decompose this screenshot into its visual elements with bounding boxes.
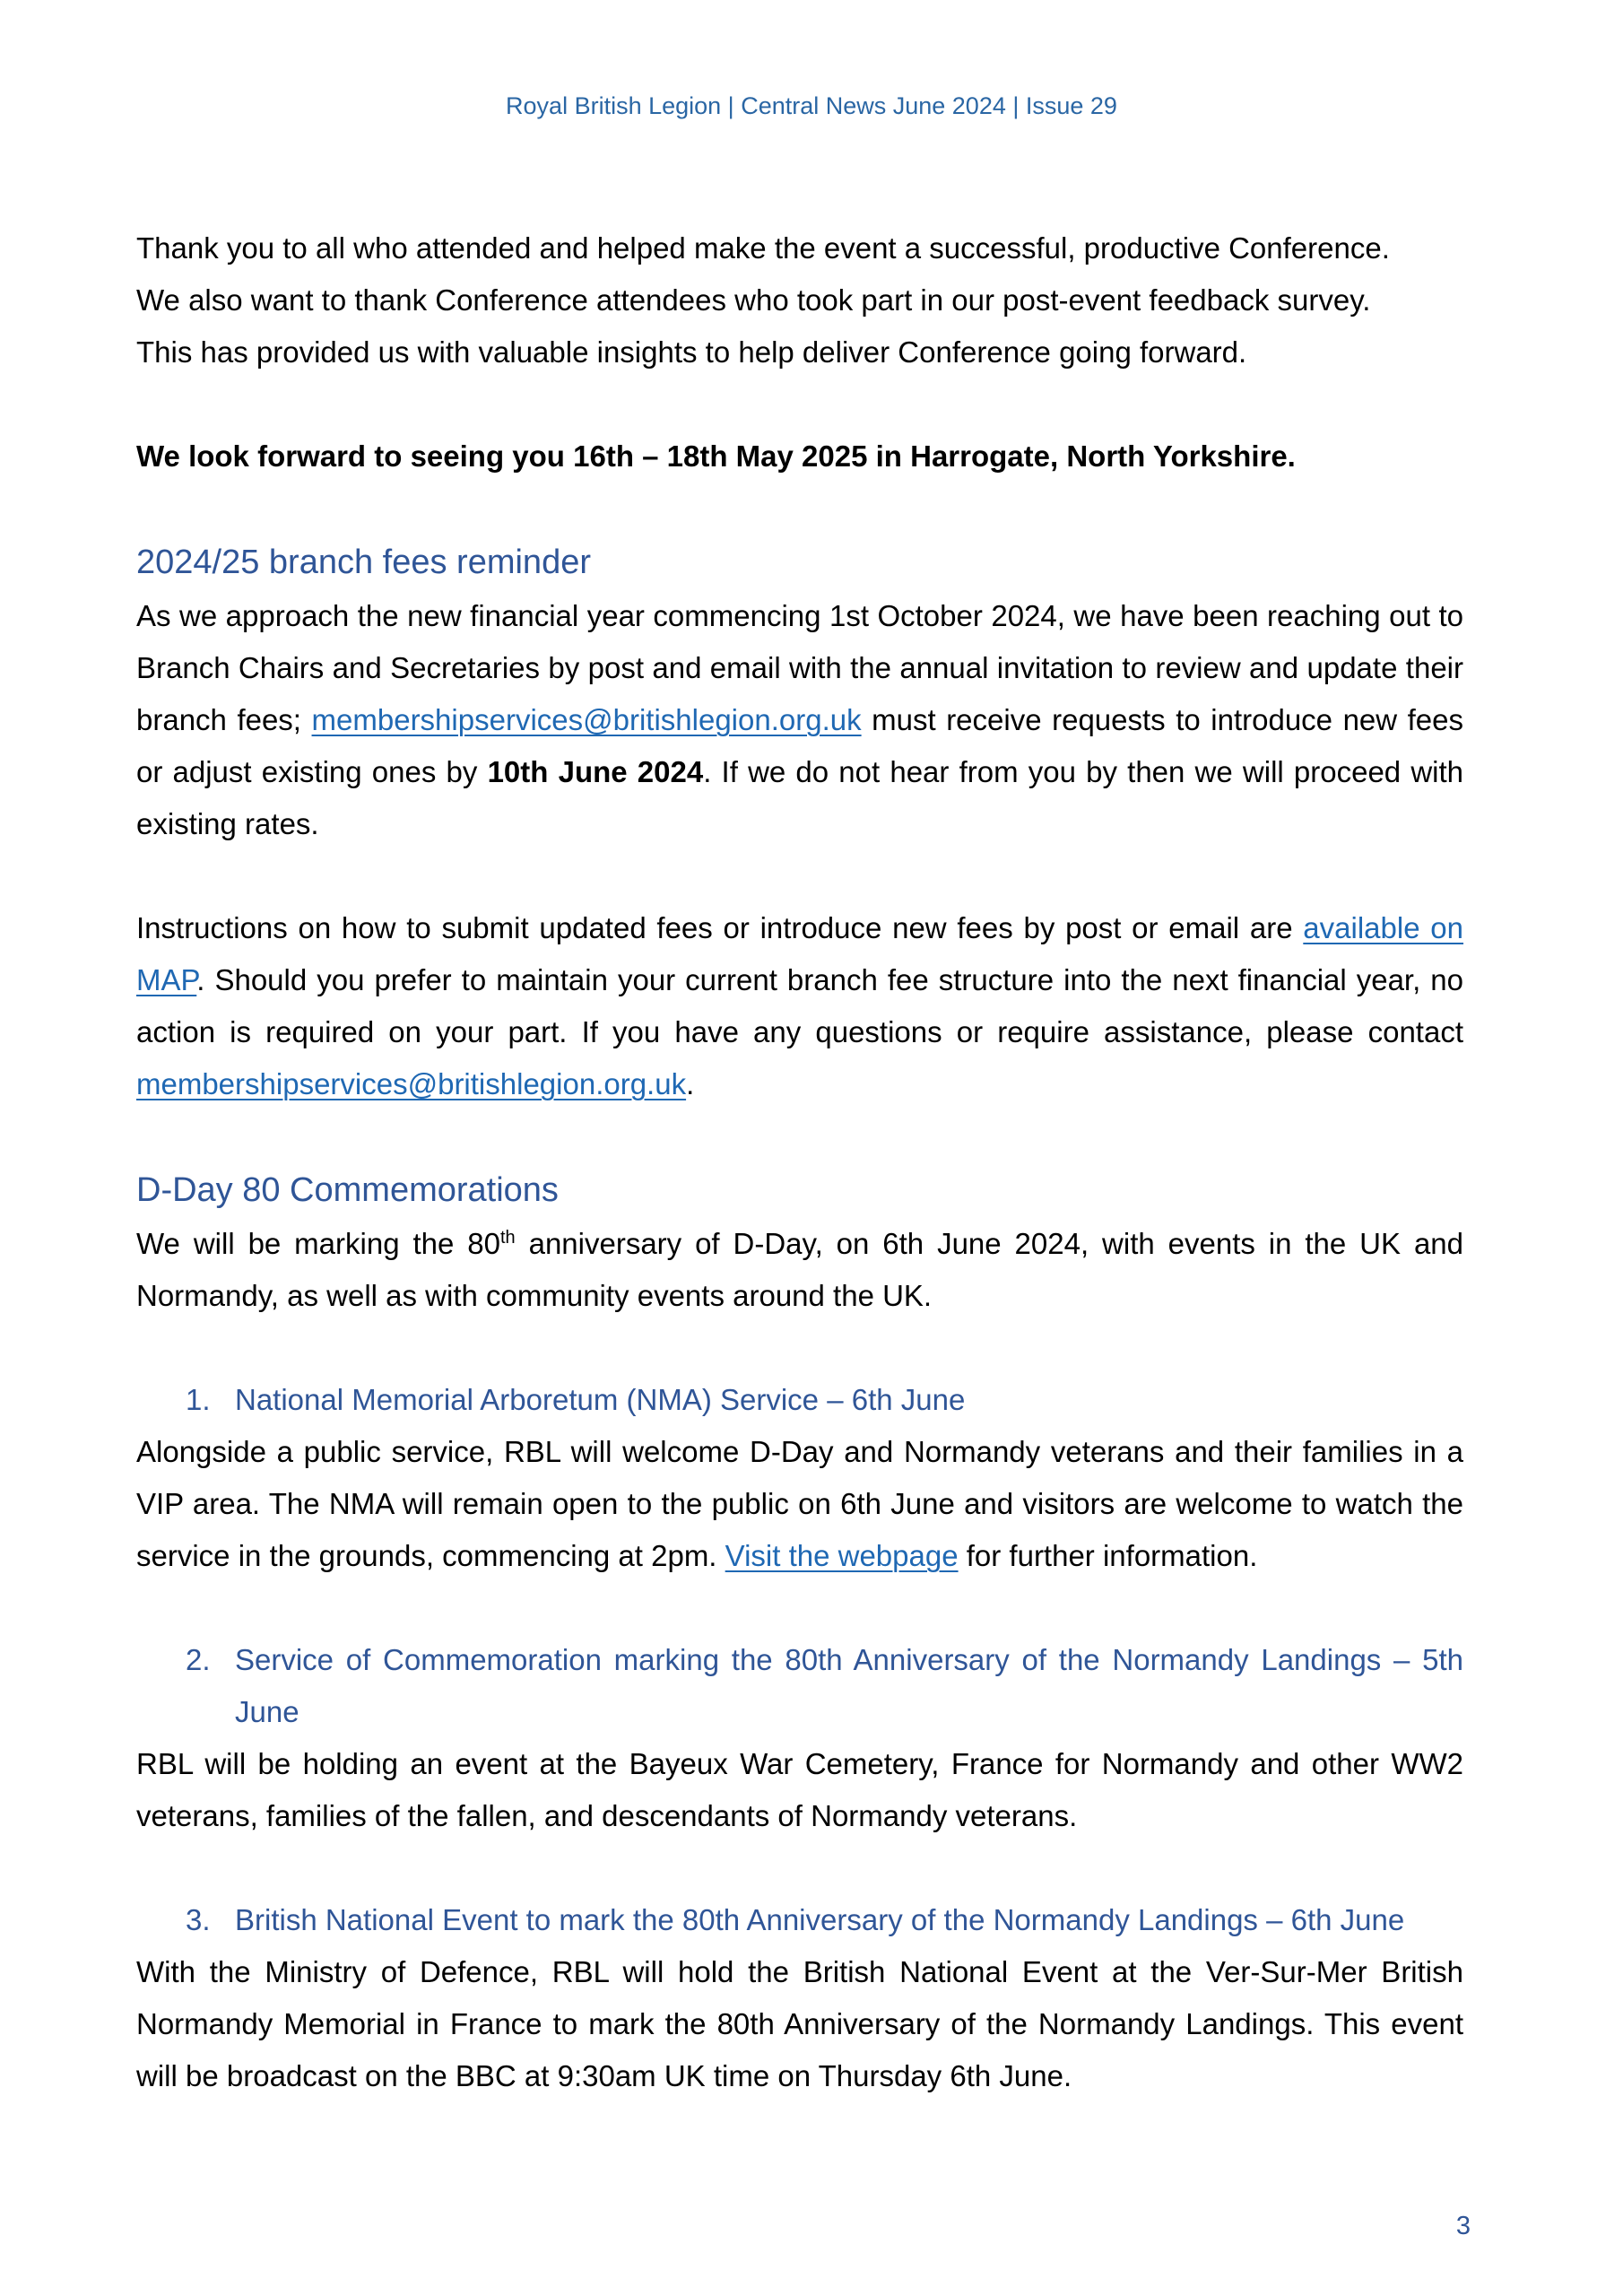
branch-fees-p1-text: As we approach the new financial year commencing 1st October 2024, we have been reaching out to Branch Chairs and Secretaries by post and email with the annual invitation to review and update their branch fees; (136, 599, 1463, 736)
spacer (136, 850, 1463, 902)
intro-line-3: This has provided us with valuable insights to help deliver Conference going forward. (136, 335, 1247, 369)
branch-fees-heading: 2024/25 branch fees reminder (136, 544, 591, 581)
branch-fees-p1-text-2: must receive requests to introduce new fees or adjust existing ones by (136, 703, 1464, 788)
dday-event-item (136, 1634, 1463, 1842)
event-heading (136, 1634, 1463, 1738)
branch-fees-deadline: 10th June 2024 (487, 755, 704, 788)
branch-fees-p2-text-2: . Should you prefer to maintain your current branch fee structure into the next financial year, no action is required on your part. If you have any questions or require assistance, please contact (136, 963, 1463, 1048)
event-description-text: Alongside a public service, RBL will welcome D-Day and Normandy veterans and their families in a VIP area. The NMA will remain open to the public on 6th June and visitors are welcome to watch the service in the grounds, commencing at 2pm. (136, 1435, 1463, 1572)
available-on-map-link[interactable]: available on MAP (136, 911, 1464, 996)
branch-fees-section (136, 535, 1463, 1110)
spacer (136, 1842, 1463, 1894)
event-number: 2. (186, 1643, 211, 1676)
visit-webpage-link[interactable]: Visit the webpage (725, 1539, 959, 1572)
event-number: 1. (186, 1383, 211, 1416)
branch-fees-p1-text-3: . If we do not hear from you by then we will proceed with existing rates. (136, 755, 1464, 840)
event-description: RBL will be holding an event at the Bayeux War Cemetery, France for Normandy and other WW2 veterans, families of the fallen, and descendants of Normandy veterans. (136, 1747, 1463, 1832)
intro-line-2: We also want to thank Conference attendees who took part in our post-event feedback survey. (136, 283, 1371, 317)
conference-2025-announcement: We look forward to seeing you 16th – 18th May 2025 in Harrogate, North Yorkshire. (136, 439, 1296, 473)
event-title: Service of Commemoration marking the 80th Anniversary of the Normandy Landings – 5th June (235, 1643, 1463, 1728)
membership-services-email-link[interactable]: membershipservices@britishlegion.org.uk (311, 703, 862, 736)
dday-section (136, 1162, 1463, 2102)
spacer (136, 1322, 1463, 1374)
event-heading (136, 1894, 1463, 1946)
dday-intro-text: We will be marking the 80 (136, 1227, 500, 1260)
dday-event-item (136, 1374, 1463, 1582)
event-description-text-2: for further information. (958, 1539, 1258, 1572)
dday-intro-text-2: anniversary of D-Day, on 6th June 2024, with events in the UK and Normandy, as well as with community events around the UK. (136, 1227, 1464, 1312)
dday-intro (136, 1218, 1463, 1322)
event-number: 3. (186, 1903, 211, 1936)
dday-heading: D-Day 80 Commemorations (136, 1171, 559, 1209)
branch-fees-p2-text: Instructions on how to submit updated fees or introduce new fees by post or email are (136, 911, 1304, 944)
event-description: With the Ministry of Defence, RBL will hold the British National Event at the Ver-Sur-Mer British Normandy Memorial in France to mark the 80th Anniversary of the Normandy Landings. This event will be broadcast on the BBC at 9:30am UK time on Thursday 6th June. (136, 1955, 1463, 2092)
membership-services-email-link-2[interactable]: membershipservices@britishlegion.org.uk (136, 1067, 687, 1100)
event-description (136, 1426, 1463, 1582)
page-content (136, 222, 1463, 2102)
branch-fees-p2-text-3: . (686, 1067, 695, 1100)
spacer (136, 378, 1463, 430)
ordinal-suffix: th (499, 1228, 516, 1248)
spacer (136, 1110, 1463, 1162)
conference-thanks-section (136, 222, 1463, 483)
branch-fees-paragraph-2 (136, 902, 1463, 1110)
intro-line-1: Thank you to all who attended and helped make the event a successful, productive Conference. (136, 231, 1390, 265)
branch-fees-paragraph-1 (136, 590, 1463, 850)
running-header (0, 90, 1623, 122)
page-number: 3 (1455, 2212, 1471, 2240)
event-title: National Memorial Arboretum (NMA) Service – 6th June (235, 1383, 966, 1416)
event-heading (136, 1374, 1463, 1426)
running-header-title: Royal British Legion | Central News June 2024 | Issue 29 (506, 92, 1117, 119)
spacer (136, 1582, 1463, 1634)
spacer (136, 483, 1463, 535)
dday-event-item (136, 1894, 1463, 2102)
event-title: British National Event to mark the 80th Anniversary of the Normandy Landings – 6th June (235, 1903, 1405, 1936)
